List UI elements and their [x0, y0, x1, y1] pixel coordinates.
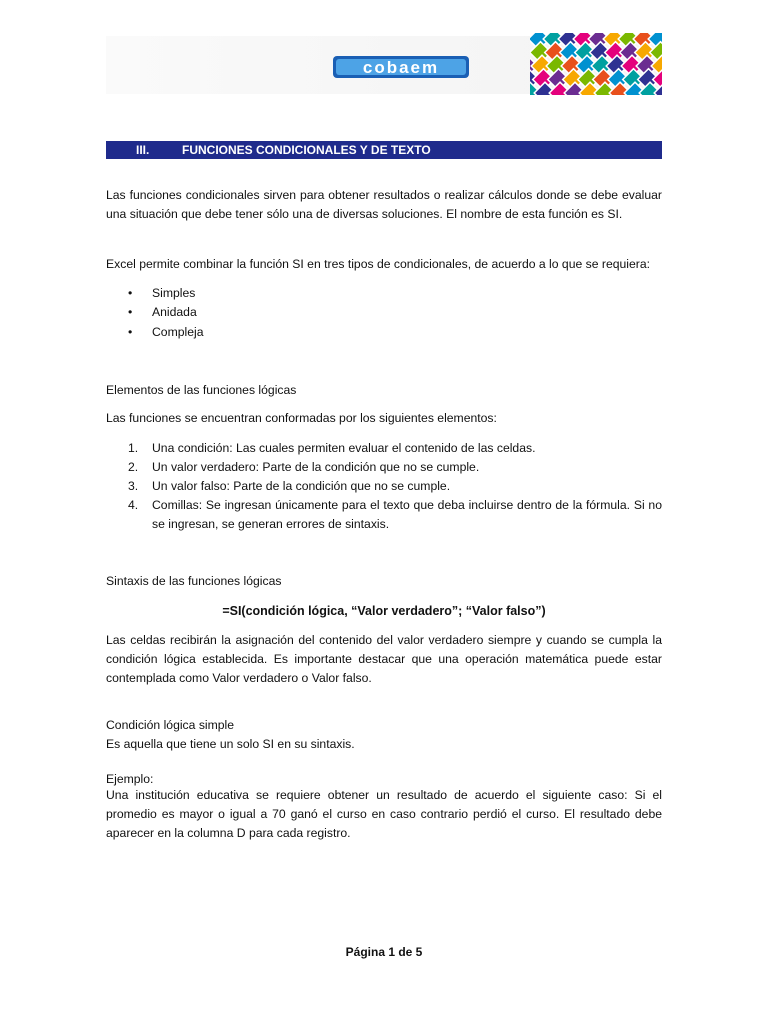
- mosaic-decoration: [530, 33, 662, 95]
- types-intro-paragraph: Excel permite combinar la función SI en tres tipos de condicionales, de acuerdo a lo que se requiera:: [106, 257, 651, 271]
- bullet-icon: •: [128, 305, 133, 319]
- section-title-bar: [106, 141, 662, 159]
- syntax-heading: Sintaxis de las funciones lógicas: [106, 574, 282, 588]
- example-paragraph: Una institución educativa se requiere obtener un resultado de acuerdo el siguiente caso: Si el promedio es mayor o igual a 70 ganó el curso en caso contrario perdió el curso. El resultado debe aparecer en la columna D para cada registro.: [106, 788, 662, 840]
- section-number: III.: [136, 143, 150, 157]
- page-number: Página 1 de 5: [345, 945, 423, 959]
- example-heading: Ejemplo:: [106, 772, 154, 786]
- simple-condition-text: Es aquella que tiene un solo SI en su sintaxis.: [106, 737, 355, 751]
- simple-condition-heading: Condición lógica simple: [106, 718, 235, 732]
- logo-text: cobaem: [362, 58, 440, 77]
- elements-intro: Las funciones se encuentran conformadas por los siguientes elementos:: [106, 411, 497, 425]
- bullet-icon: •: [128, 325, 133, 339]
- section-title: FUNCIONES CONDICIONALES Y DE TEXTO: [182, 143, 431, 157]
- cobaem-logo-graphic: [333, 54, 469, 80]
- intro-paragraph: Las funciones condicionales sirven para obtener resultados o realizar cálculos donde se debe evaluar una situación que debe tener sólo una de diversas soluciones. El nombre de esta función es SI.: [106, 188, 662, 221]
- formula-text: =SI(condición lógica, “Valor verdadero”; “Valor falso”): [222, 604, 546, 618]
- document-page: cobaem III. FUNCIONES CONDICIONALES Y DE TEXTO Las funciones condicionales sirven para obtener resultados o realizar cálculos donde se debe evaluar una situación que debe tener sólo una de diversas soluciones. El nombre de esta función es SI. Excel permite combinar la función SI en tres tipos de condicionales, de acuerdo a lo que se requiera: • Simples • Anidada • Compleja Elementos de las funciones lógicas Las funciones se encuentran conformadas por los siguientes elementos: 1. Una condición: Las cuales permiten evaluar el contenido de las celdas. 2. Un valor verdadero: Parte de la condición que no se cumple. 3. Un valor falso: Parte de la condición que no se cumple. 4. Comillas: Se ingresan únicamente para el texto que deba incluirse dentro de la fórmula. Si no se ingresan, se generan errores de sintaxis. Sintaxis de las funciones lógicas =SI(condición lógica, “Valor verdadero”; “Valor falso”) Las celdas recibirán la asignación del contenido del valor verdadero siempre y cuando se cumpla la condición lógica establecida. Es importante destacar que una operación matemática puede estar contemplada como Valor verdadero o Valor falso. Condición lógica simple Es aquella que tiene un solo SI en su sintaxis. Ejemplo: Una institución educativa se requiere obtener un resultado de acuerdo el siguiente caso: Si el promedio es mayor o igual a 70 ganó el curso en caso contrario perdió el curso. El resultado debe aparecer en la columna D para cada registro. Página 1 de 5: [0, 0, 768, 1024]
- bullet-icon: •: [128, 286, 133, 300]
- cobaem-logo: [333, 54, 469, 80]
- elements-heading: Elementos de las funciones lógicas: [106, 383, 297, 397]
- syntax-paragraph: Las celdas recibirán la asignación del contenido del valor verdadero siempre y cuando se cumpla la condición lógica establecida. Es importante destacar que una operación matemática puede estar contemplada como Valor verdadero o Valor falso.: [106, 633, 662, 685]
